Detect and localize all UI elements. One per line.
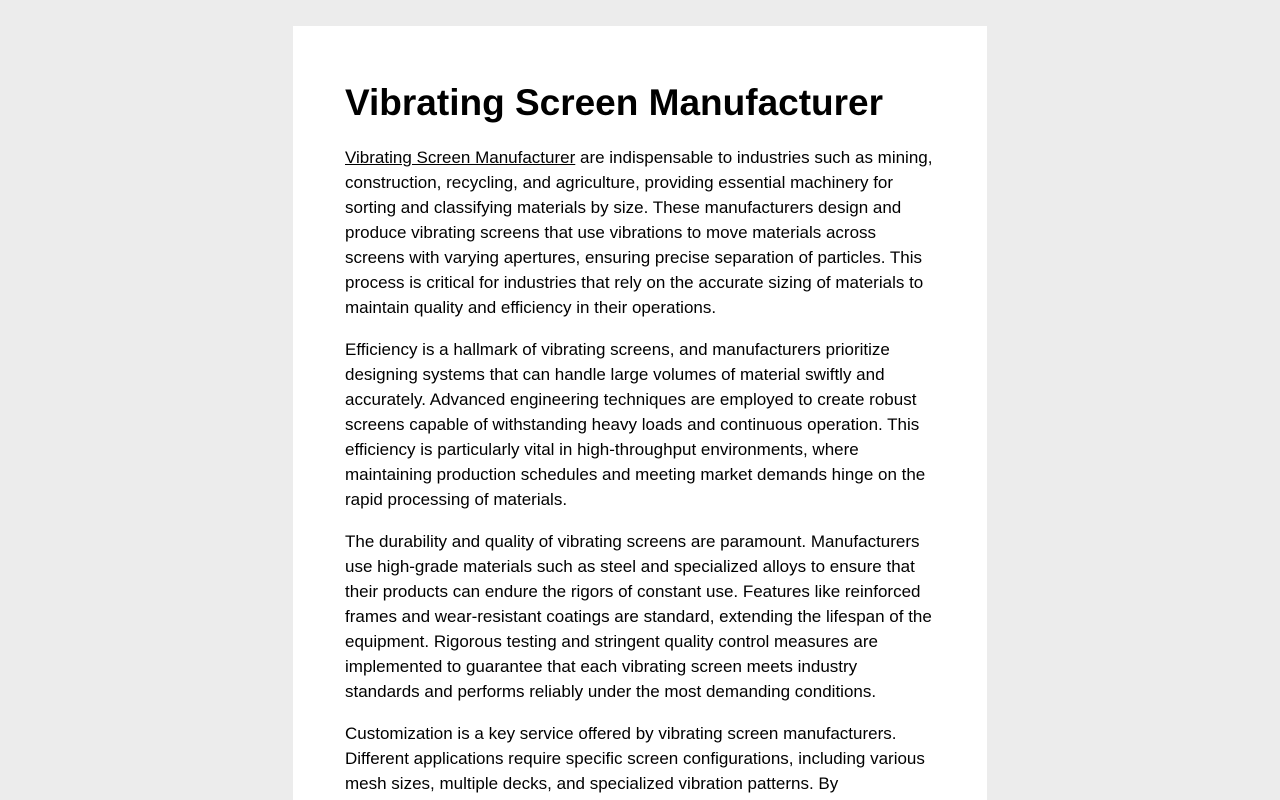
paragraph-1: [345, 145, 934, 320]
vibrating-screen-manufacturer-link[interactable]: Vibrating Screen Manufacturer: [345, 148, 576, 167]
article-page: [293, 26, 987, 800]
paragraph-4: Customization is a key service offered by vibrating screen manufacturers. Different applications require specific screen configurations, including various mesh sizes, multiple decks, and specialized vibration patterns. By: [345, 724, 925, 793]
paragraph-1-text: are indispensable to industries such as mining, construction, recycling, and agriculture, providing essential machinery for sorting and classifying materials by size. These manufacturers design and produce vibrating screens that use vibrations to move materials across screens with varying apertures, ensuring precise separation of particles. This process is critical for industries that rely on the accurate sizing of materials to maintain quality and efficiency in their operations.: [345, 148, 933, 317]
paragraph-3: The durability and quality of vibrating screens are paramount. Manufacturers use high-grade materials such as steel and specialized alloys to ensure that their products can endure the rigors of constant use. Features like reinforced frames and wear-resistant coatings are standard, extending the lifespan of the equipment. Rigorous testing and stringent quality control measures are implemented to guarantee that each vibrating screen meets industry standards and performs reliably under the most demanding conditions.: [345, 532, 932, 701]
page-title: Vibrating Screen Manufacturer: [345, 82, 884, 123]
paragraph-2: Efficiency is a hallmark of vibrating screens, and manufacturers prioritize designing systems that can handle large volumes of material swiftly and accurately. Advanced engineering techniques are employed to create robust screens capable of withstanding heavy loads and continuous operation. This efficiency is particularly vital in high-throughput environments, where maintaining production schedules and meeting market demands hinge on the rapid processing of materials.: [345, 340, 926, 509]
